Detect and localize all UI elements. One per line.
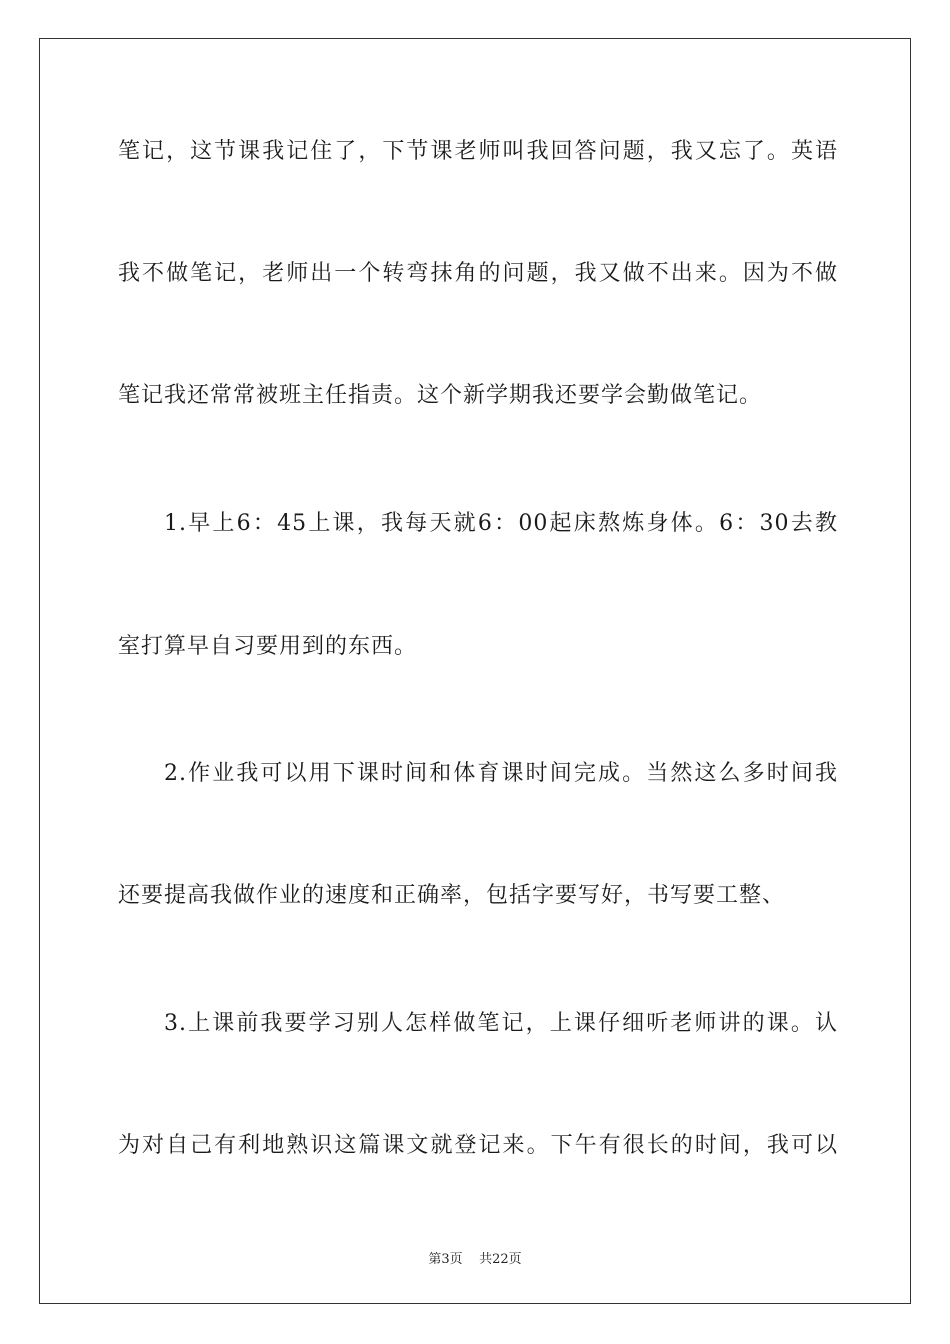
body-line-1: 笔记，这节课我记住了，下节课老师叫我回答问题，我又忘了。英语	[118, 139, 838, 164]
body-line-4: 1.早上6：45上课，我每天就6：00起床熬炼身体。6：30去教	[164, 511, 838, 536]
body-line-6: 2.作业我可以用下课时间和体育课时间完成。当然这么多时间我	[164, 761, 838, 786]
body-line-9: 为对自己有利地熟识这篇课文就登记来。下午有很长的时间，我可以	[118, 1133, 838, 1158]
page-number: 第3页	[428, 1252, 463, 1267]
page-border	[39, 38, 911, 1304]
page-footer	[0, 1248, 950, 1267]
body-line-8: 3.上课前我要学习别人怎样做笔记，上课仔细听老师讲的课。认	[164, 1011, 838, 1036]
page-total: 共22页	[479, 1252, 522, 1267]
body-line-7: 还要提高我做作业的速度和正确率，包括字要写好，书写要工整、	[118, 883, 786, 908]
body-line-2: 我不做笔记，老师出一个转弯抹角的问题，我又做不出来。因为不做	[118, 261, 838, 286]
body-line-3: 笔记我还常常被班主任指责。这个新学期我还要学会勤做笔记。	[118, 383, 763, 408]
body-line-5: 室打算早自习要用到的东西。	[118, 634, 418, 659]
